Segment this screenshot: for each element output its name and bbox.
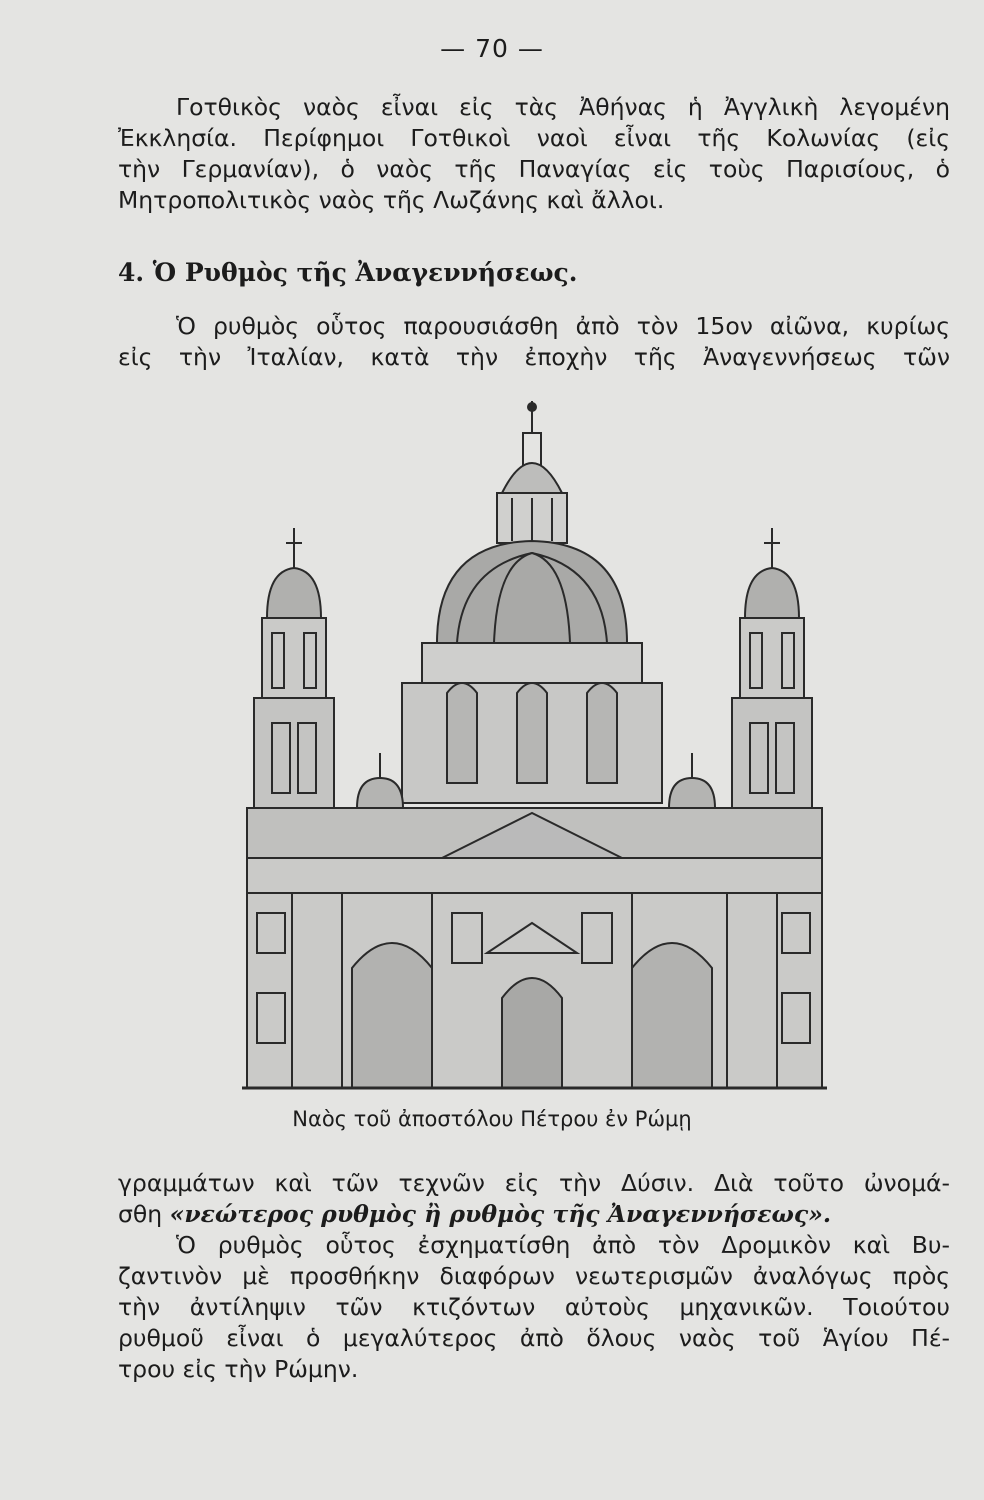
text-line: Ὁ ρυθμὸς οὗτος παρουσιάσθη ἀπὸ τὸν 15ον αἰῶνα, κυρίως [176,312,950,340]
emphasized-term: «νεώτερος ρυθμὸς ἢ ρυθμὸς τῆς Ἀναγεννήσεως». [169,1200,832,1228]
text-line: τρου εἰς τὴν Ρώμην. [118,1355,359,1383]
text-line: γραμμάτων καὶ τῶν τεχνῶν εἰς τὴν Δύσιν. Διὰ τοῦτο ὠνομά- [118,1169,950,1197]
section-heading: 4. Ὁ Ρυθμὸς τῆς Ἀναγεννήσεως. [118,258,578,287]
paragraph-1 [118,92,950,216]
paragraph-2 [118,311,950,373]
page-number: — 70 — [440,34,544,63]
text-line: ζαντινὸν μὲ προσθήκην διαφόρων νεωτερισμῶν ἀναλόγως πρὸς [118,1262,950,1290]
church-illustration [232,393,832,1105]
text-line: τὴν Γερμανίαν), ὁ ναὸς τῆς Παναγίας εἰς τοὺς Παρισίους, ὁ [118,155,950,183]
paragraph-3 [118,1168,950,1385]
text-line: εἰς τὴν Ἰταλίαν, κατὰ τὴν ἐποχὴν τῆς Ἀναγεννήσεως τῶν [118,343,950,371]
text-line: ρυθμοῦ εἶναι ὁ μεγαλύτερος ἀπὸ ὅλους ναὸς τοῦ Ἁγίου Πέ- [118,1324,950,1352]
text-line: Μητροπολιτικὸς ναὸς τῆς Λωζάνης καὶ ἄλλοι. [118,186,665,214]
text-line: Γοτθικὸς ναὸς εἶναι εἰς τὰς Ἀθήνας ἡ Ἀγγλικὴ λεγομένη [176,93,950,121]
text-line: Ὁ ρυθμὸς οὗτος ἐσχηματίσθη ἀπὸ τὸν Δρομικὸν καὶ Βυ- [176,1231,950,1259]
text-line: Ἐκκλησία. Περίφημοι Γοτθικοὶ ναοὶ εἶναι τῆς Κολωνίας (εἰς [118,124,950,152]
text-prefix: σθη [118,1200,170,1228]
text-line-emphasis [118,1199,950,1230]
figure-caption: Ναὸς τοῦ ἀποστόλου Πέτρου ἐν Ρώμῃ [292,1107,692,1131]
text-line: τὴν ἀντίληψιν τῶν κτιζόντων αὐτοὺς μηχανικῶν. Τοιούτου [118,1293,950,1321]
